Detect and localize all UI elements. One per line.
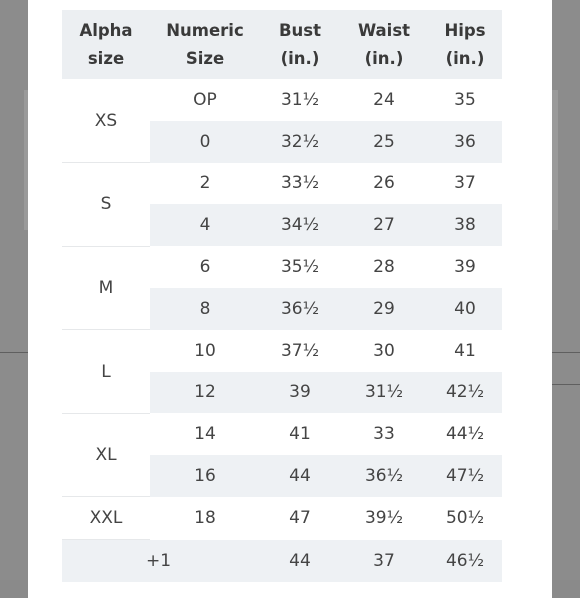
background-divider [552,384,580,385]
hips-cell: 37 [454,173,476,194]
hips-cell: 44½ [445,424,485,445]
numeric-size-cell: 14 [194,424,216,445]
bust-cell: 35½ [280,257,320,278]
numeric-size-cell: 4 [150,204,260,246]
numeric-size-cell: 8 [150,288,260,330]
numeric-size-cell: 12 [150,372,260,414]
table-row [62,163,502,205]
alpha-size-cell: XXL [62,497,150,540]
hips-cell: 46½ [428,540,502,582]
bust-cell: 31½ [280,89,320,110]
alpha-size-cell: S [62,163,150,247]
background-divider [552,352,580,353]
alpha-size-cell: L [62,330,150,414]
bust-cell: 44 [260,455,340,497]
header-alpha-size: Alpha size [62,10,150,79]
hips-cell: 38 [428,204,502,246]
numeric-size-cell: 2 [199,173,211,194]
bust-cell: 37½ [280,340,320,361]
numeric-size-cell: 0 [150,121,260,163]
table-row [62,497,502,540]
waist-cell: 28 [373,257,395,278]
bust-cell: 39 [260,372,340,414]
waist-cell: 26 [373,173,395,194]
hips-cell: 41 [454,340,476,361]
header-bust: Bust (in.) [260,10,340,79]
hips-cell: 40 [428,288,502,330]
waist-cell: 33 [373,424,395,445]
waist-cell: 24 [373,89,395,110]
hips-cell: 50½ [445,508,485,529]
table-row [62,330,502,372]
bust-cell: 41 [289,424,311,445]
waist-cell: 39½ [364,508,404,529]
size-chart-modal [28,0,552,598]
waist-cell: 25 [340,121,428,163]
numeric-size-cell: 6 [199,257,211,278]
bust-cell: 44 [260,540,340,582]
numeric-size-cell: 18 [194,508,216,529]
waist-cell: 29 [340,288,428,330]
numeric-size-value: +1 [146,550,172,571]
alpha-size-cell: M [62,246,150,330]
hips-cell: 35 [454,89,476,110]
table-row [62,413,502,455]
waist-cell: 27 [340,204,428,246]
hips-cell: 36 [428,121,502,163]
alpha-size-cell: XL [62,413,150,497]
header-hips: Hips (in.) [428,10,502,79]
hips-cell: 42½ [428,372,502,414]
bust-cell: 34½ [260,204,340,246]
table-row [62,540,502,582]
table-header-row [62,10,502,79]
hips-cell: 47½ [428,455,502,497]
background-divider [0,352,28,353]
numeric-size-cell: 16 [150,455,260,497]
alpha-size-cell: XS [62,79,150,163]
hips-cell: 39 [454,257,476,278]
table-row [62,79,502,121]
waist-cell: 31½ [340,372,428,414]
numeric-size-cell: 10 [194,340,216,361]
size-chart-table [62,10,502,582]
bust-cell: 47 [289,508,311,529]
alpha-size-cell [62,540,150,582]
header-numeric-size: Numeric Size [150,10,260,79]
waist-cell: 30 [373,340,395,361]
table-row [62,246,502,288]
bust-cell: 33½ [280,173,320,194]
waist-cell: 37 [340,540,428,582]
numeric-size-cell [146,540,260,582]
bust-cell: 36½ [260,288,340,330]
numeric-size-cell: OP [193,89,217,110]
header-waist: Waist (in.) [340,10,428,79]
waist-cell: 36½ [340,455,428,497]
bust-cell: 32½ [260,121,340,163]
